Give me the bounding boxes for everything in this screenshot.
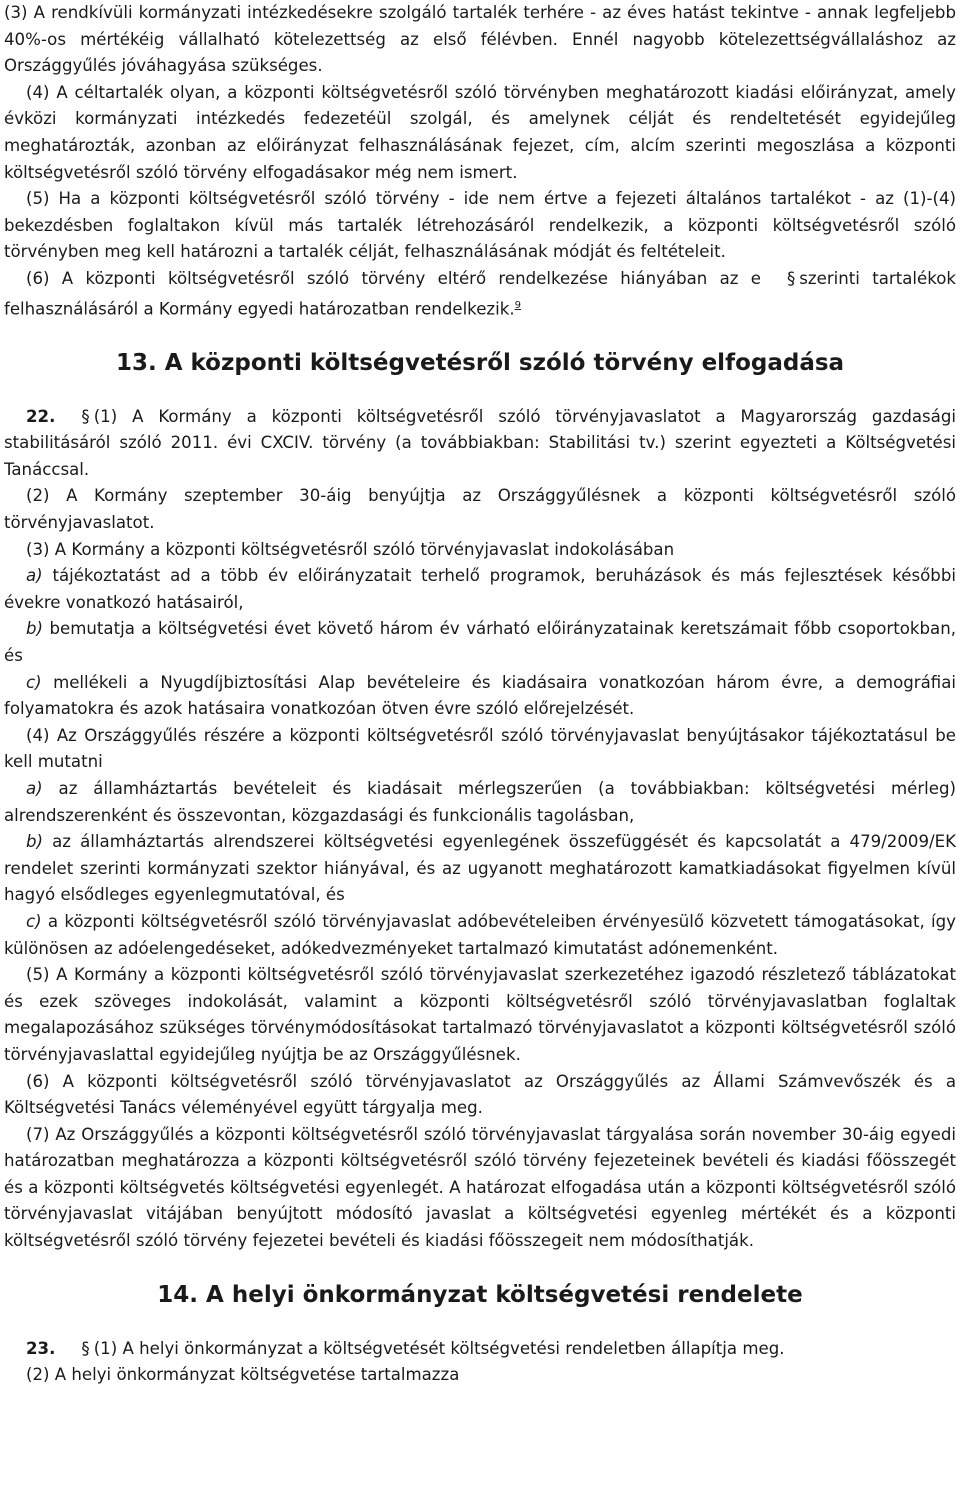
section-23-paragraph-1 <box>4 1336 956 1363</box>
point-text: tájékoztatást ad a több év előirányzatait terhelő programok, beruházások és más fejlesztések későbbi évekre vonatkozó hatásairól, <box>4 566 956 612</box>
section-sign-link[interactable]: § <box>81 406 90 426</box>
paragraph-3: (3) A rendkívüli kormányzati intézkedésekre szolgáló tartalék terhére - az éves hatást tekintve - annak legfeljebb 40%-os mértékéig vállalható kötelezettség az első félévben. Ennél nagyobb kötelezettségvállaláshoz az Országgyűlés jóváhagyása szükséges. <box>4 3 956 76</box>
section-22-paragraph-3: (3) A Kormány a központi költségvetésről szóló törvényjavaslat indokolásában <box>26 539 675 559</box>
section-22-point-4b <box>4 829 956 909</box>
section-22-paragraph-1 <box>4 404 956 484</box>
point-label: c) <box>26 672 42 692</box>
section-22-point-4c <box>4 909 956 962</box>
section-23 <box>4 1336 956 1389</box>
section-22-paragraph-7: (7) Az Országgyűlés a központi költségvetésről szóló törvényjavaslat tárgyalása során november 30-áig egyedi határozatban meghatározza a központi költségvetésről szóló törvény fejezeteinek bevételi és kiadási főösszegét és a központi költségvetés költségvetési egyenlegét. A határozat elfogadása után a központi költségvetésről szóló törvényjavaslat vitájában benyújtott módosító javaslat a költségvetési egyenleg mértékét és a központi költségvetésről szóló törvény fejezetei bevételi és kiadási főösszegeit nem módosíthatják. <box>4 1124 956 1251</box>
paragraph-6-text-a: (6) A központi költségvetésről szóló törvény eltérő rendelkezése hiányában az e <box>26 268 761 288</box>
section-22 <box>4 404 956 1255</box>
point-label: b) <box>26 619 44 639</box>
section-22-point-4a <box>4 776 956 829</box>
chapter-14-heading: 14. A helyi önkormányzat költségvetési rendelete <box>157 1281 803 1308</box>
paragraph-6-text-b: szerinti tartalékok felhasználásáról a Kormány egyedi határozatban rendelkezik. <box>4 268 956 319</box>
section-23-paragraph-1-text: (1) A helyi önkormányzat a költségvetését költségvetési rendeletben állapítja meg. <box>93 1338 785 1358</box>
section-sign-link[interactable]: § <box>81 1338 90 1358</box>
section-22-number: 22. <box>26 406 56 426</box>
section-21-continuation <box>4 0 956 323</box>
section-22-paragraph-2: (2) A Kormány szeptember 30-áig benyújtja az Országgyűlésnek a központi költségvetésről szóló törvényjavaslatot. <box>4 486 956 533</box>
section-sign-link[interactable]: § <box>786 268 796 288</box>
point-label: a) <box>26 778 43 798</box>
section-22-paragraph-6: (6) A központi költségvetésről szóló törvényjavaslatot az Országgyűlés az Állami Számvevőszék és a Költségvetési Tanács véleményével együtt tárgyalja meg. <box>4 1071 956 1118</box>
point-label: a) <box>26 566 43 586</box>
point-text: mellékeli a Nyugdíjbiztosítási Alap bevételeire és kiadásaira vonatkozóan három évre, a demográfiai folyamatokra és azok hatásaira vonatkozóan ötven évre szóló előrejelzését. <box>4 672 956 719</box>
section-23-paragraph-2: (2) A helyi önkormányzat költségvetése tartalmazza <box>26 1365 460 1385</box>
footnote-link[interactable]: 9 <box>514 299 521 311</box>
paragraph-6 <box>4 266 956 323</box>
point-text: a központi költségvetésről szóló törvényjavaslat adóbevételeiben érvényesülő közvetett támogatásokat, így különösen az adóelengedéseket, adókedvezményeket tartalmazó kimutatást adónemenként. <box>4 911 956 958</box>
paragraph-5: (5) Ha a központi költségvetésről szóló törvény - ide nem értve a fejezeti általános tartalékot - az (1)-(4) bekezdésben foglaltakon kívül más tartalék létrehozásáról rendelkezik, a központi költségvetésről szóló törvényben meg kell határozni a tartalék célját, felhasználásának módját és feltételeit. <box>4 189 956 262</box>
section-22-point-3c <box>4 670 956 723</box>
point-text: bemutatja a költségvetési évet követő három év várható előirányzatainak keretszámait főbb csoportokban, és <box>4 619 956 665</box>
point-label: c) <box>26 911 42 931</box>
point-label: b) <box>26 832 44 852</box>
section-22-point-3b <box>4 616 956 669</box>
section-22-paragraph-4: (4) Az Országgyűlés részére a központi költségvetésről szóló törvényjavaslat benyújtásakor tájékoztatásul be kell mutatni <box>4 725 956 772</box>
point-text: az államháztartás bevételeit és kiadásait mérlegszerűen (a továbbiakban: költségvetési mérleg) alrendszerenként és összevontan, közgazdasági és funkcionális tagolásban, <box>4 778 956 825</box>
section-22-paragraph-5: (5) A Kormány a központi költségvetésről szóló törvényjavaslat szerkezetéhez igazodó részletező táblázatokat és ezek szöveges indokolását, valamint a központi költségvetésről szóló törvényjavaslatban foglaltak megalapozásához szükséges törvénymódosításokat tartalmazó törvényjavaslatot a központi költségvetésről szóló törvényjavaslattal egyidejűleg nyújtja be az Országgyűlésnek. <box>4 965 956 1064</box>
section-22-paragraph-1-text: (1) A Kormány a központi költségvetésről szóló törvényjavaslatot a Magyarország gazdasági stabilitásáról szóló 2011. évi CXCIV. törvény (a továbbiakban: Stabilitási tv.) szerint egyezteti a Költségvetési Tanáccsal. <box>4 406 956 479</box>
section-22-point-3a <box>4 563 956 616</box>
section-23-number: 23. <box>26 1338 56 1358</box>
paragraph-4: (4) A céltartalék olyan, a központi költségvetésről szóló törvényben meghatározott kiadási előirányzat, amely évközi kormányzati intézkedés fedezetéül szolgál, és amelynek célját és rendeltetését egyidejűleg meghatározták, azonban az előirányzat felhasználásának fejezet, cím, alcím szerinti megoszlása a központi költségvetésről szóló törvény elfogadásakor még nem ismert. <box>4 82 956 182</box>
document-page <box>4 0 956 1389</box>
point-text: az államháztartás alrendszerei költségvetési egyenlegének összefüggését és kapcsolatát a 479/2009/EK rendelet szerinti kormányzati szektor hiányával, és az ugyanott meghatározott kamatkiadásokat figyelmen kívül hagyó elsődleges egyenlegmutatóval, és <box>4 832 956 905</box>
chapter-13-heading: 13. A központi költségvetésről szóló törvény elfogadása <box>115 349 845 376</box>
